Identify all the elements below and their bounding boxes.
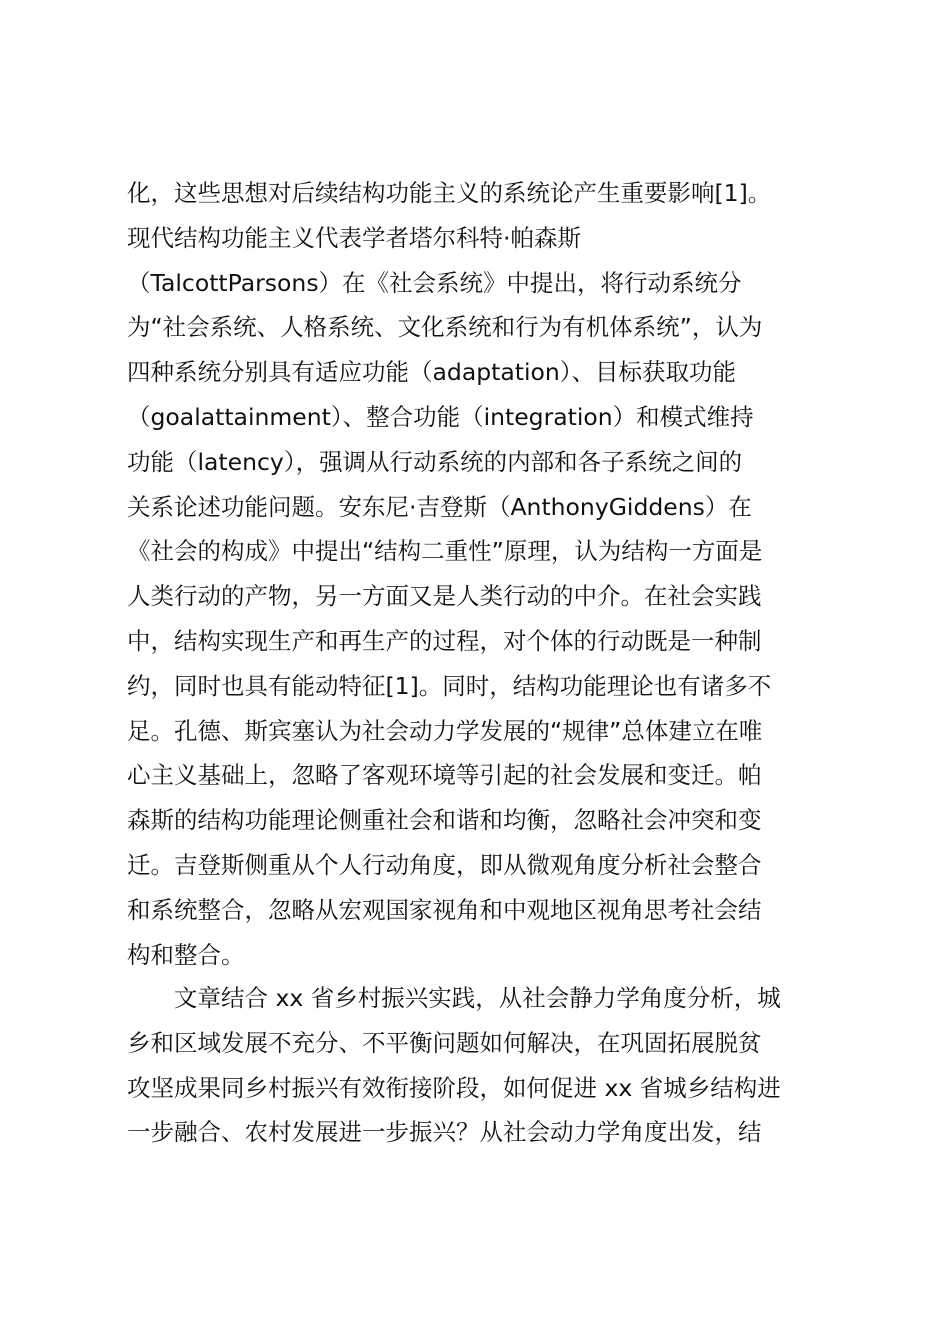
text-line: 关系论述功能问题。安东尼·吉登斯（AnthonyGiddens）在 (127, 492, 752, 521)
text-line: 约，同时也具有能动特征[1]。同时，结构功能理论也有诸多不 (127, 671, 772, 700)
text-line: 和系统整合，忽略从宏观国家视角和中观地区视角思考社会结 (127, 895, 762, 924)
text-line: 文章结合 xx 省乡村振兴实践，从社会静力学角度分析，城 (127, 984, 781, 1012)
text-line: 乡和区域发展不充分、不平衡问题如何解决，在巩固拓展脱贫 (127, 1028, 762, 1057)
text-line: 四种系统分别具有适应功能（adaptation）、目标获取功能 (127, 358, 737, 387)
text-line: （TalcottParsons）在《社会系统》中提出，将行动系统分 (127, 268, 742, 297)
text-line: 迁。吉登斯侧重从个人行动角度，即从微观角度分析社会整合 (127, 850, 762, 879)
text-line: 攻坚成果同乡村振兴有效衔接阶段，如何促进 xx 省城乡结构进 (127, 1073, 781, 1102)
text-line: （goalattainment）、整合功能（integration）和模式维持 (127, 402, 754, 431)
text-line: 现代结构功能主义代表学者塔尔科特·帕森斯 (127, 223, 581, 252)
text-line: 构和整合。 (127, 940, 245, 969)
text-line: 为“社会系统、人格系统、文化系统和行为有机体系统”，认为 (127, 313, 763, 342)
text-line: 足。孔德、斯宾塞认为社会动力学发展的“规律”总体建立在唯 (127, 716, 763, 745)
text-line: 《社会的构成》中提出“结构二重性”原理，认为结构一方面是 (127, 537, 763, 566)
text-line: 森斯的结构功能理论侧重社会和谐和均衡，忽略社会冲突和变 (127, 806, 762, 835)
text-line: 心主义基础上，忽略了客观环境等引起的社会发展和变迁。帕 (127, 761, 762, 790)
paragraph-1 (127, 171, 837, 977)
text-line: 一步融合、农村发展进一步振兴？从社会动力学角度出发，结 (127, 1118, 762, 1147)
paragraph-2 (127, 976, 837, 1155)
text-line: 化，这些思想对后续结构功能主义的系统论产生重要影响[1]。 (127, 179, 772, 207)
text-line: 中，结构实现生产和再生产的过程，对个体的行动既是一种制 (127, 626, 762, 655)
text-line: 人类行动的产物，另一方面又是人类行动的中介。在社会实践 (127, 582, 762, 611)
text-line: 功能（latency），强调从行动系统的内部和各子系统之间的 (127, 447, 743, 476)
